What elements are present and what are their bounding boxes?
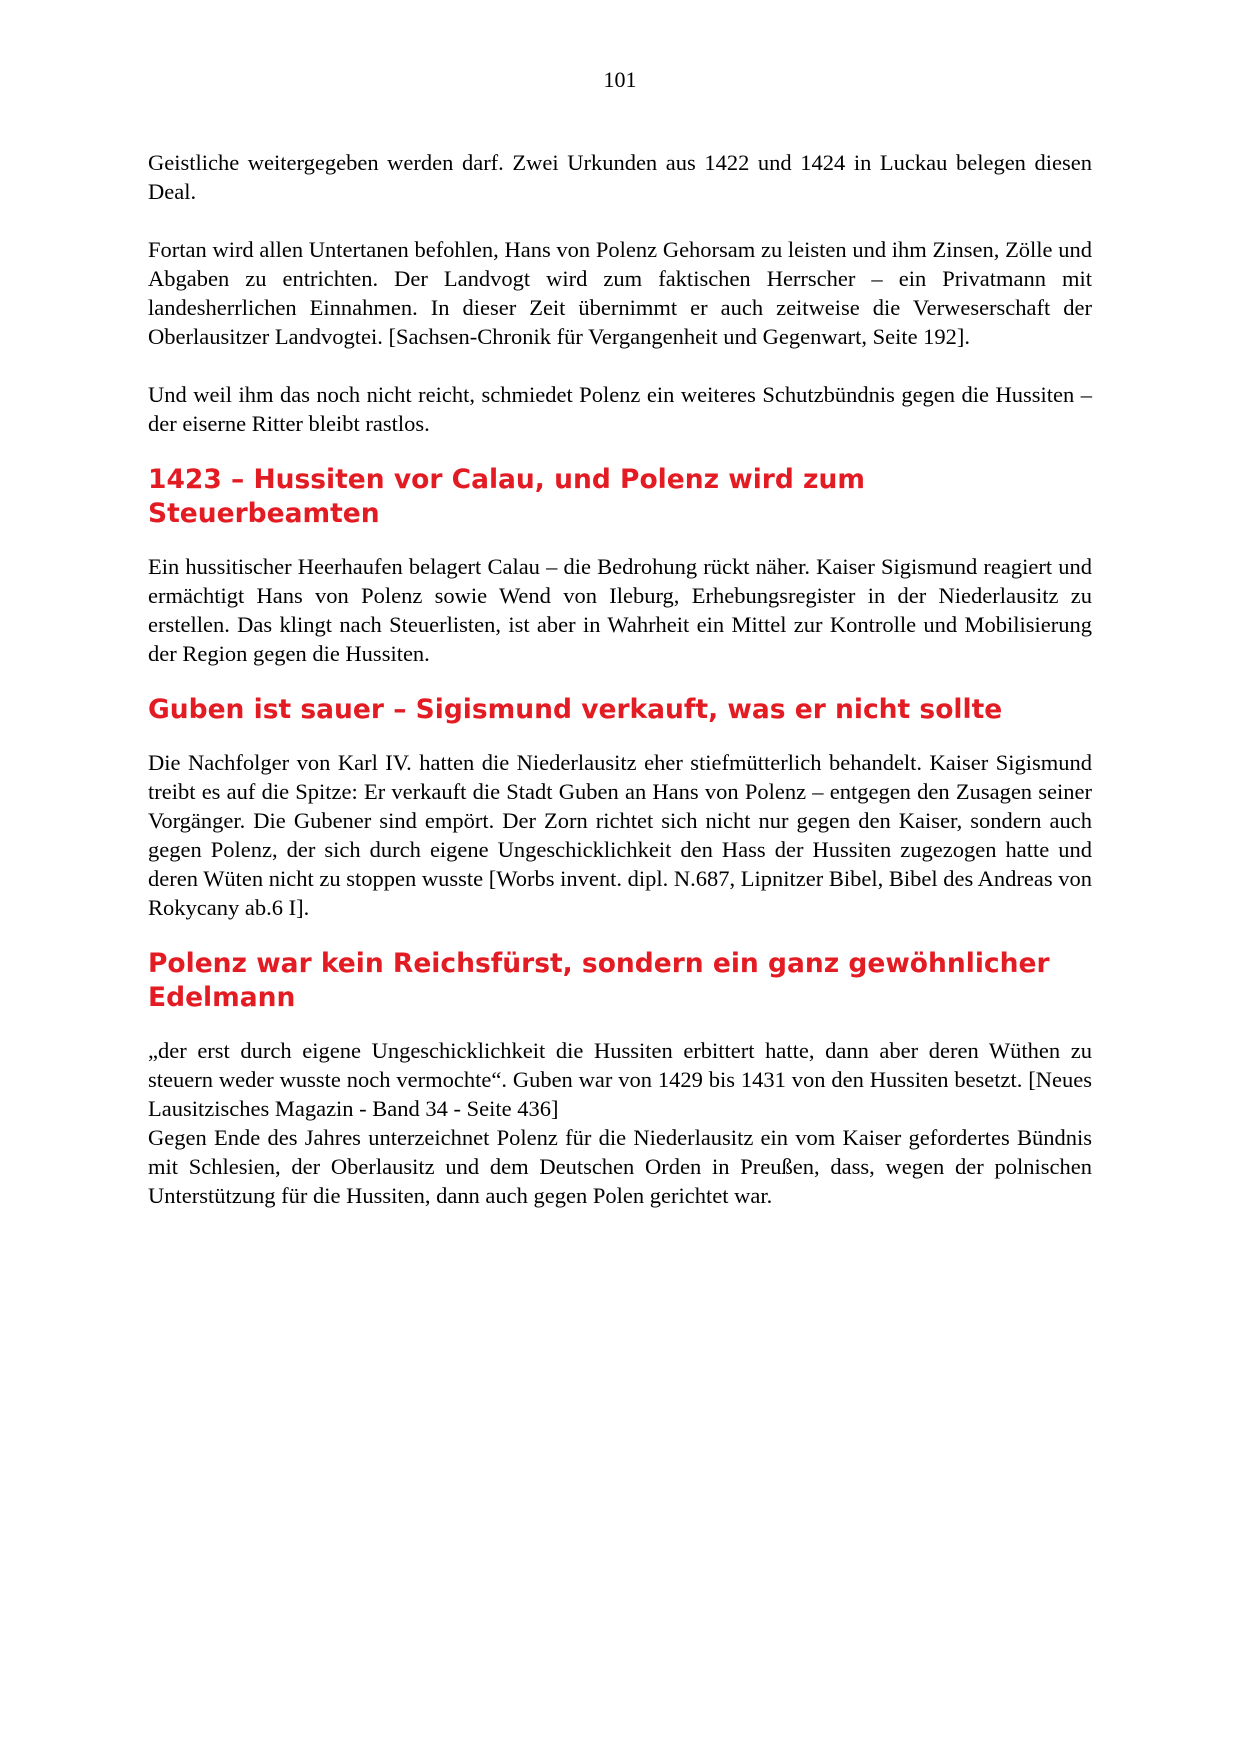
page-content bbox=[148, 148, 1092, 1210]
paragraph-urkunden: Geistliche weitergegeben werden darf. Zwei Urkunden aus 1422 und 1424 in Luckau belegen diesen Deal. bbox=[148, 150, 1092, 204]
paragraph-calau: Ein hussitischer Heerhaufen belagert Calau – die Bedrohung rückt näher. Kaiser Sigismund reagiert und ermächtigt Hans von Polenz sowie Wend von Ileburg, Erhebungsregister in der Niederlausitz zu erstellen. Das klingt nach Steuerlisten, ist aber in Wahrheit ein Mittel zur Kontrolle und Mobilisierung der Region gegen die Hussiten. bbox=[148, 554, 1092, 666]
paragraph-gap bbox=[148, 351, 1092, 380]
page-number: 101 bbox=[603, 67, 637, 92]
paragraph-guben: Die Nachfolger von Karl IV. hatten die Niederlausitz eher stiefmütterlich behandelt. Kaiser Sigismund treibt es auf die Spitze: Er verkauft die Stadt Guben an Hans von Polenz – entgegen den Zusagen seiner Vorgänger. Die Gubener sind empört. Der Zorn richtet sich nicht nur gegen den Kaiser, sondern auch gegen Polenz, der sich durch eigene Ungeschicklichkeit den Hass der Hussiten zugezogen hatte und deren Wüten nicht zu stoppen wusste [Worbs invent. dipl. N.687, Lipnitzer Bibel, Bibel des Andreas von Rokycany ab.6 I]. bbox=[148, 750, 1092, 920]
heading-1423-calau: 1423 – Hussiten vor Calau, und Polenz wird zum Steuerbeamten bbox=[148, 464, 865, 529]
paragraph-gap bbox=[148, 206, 1092, 235]
paragraph-untertanen: Fortan wird allen Untertanen befohlen, Hans von Polenz Gehorsam zu leisten und ihm Zinsen, Zölle und Abgaben zu entrichten. Der Landvogt wird zum faktischen Herrscher – ein Privatmann mit landesherrlichen Einnahmen. In dieser Zeit übernimmt er auch zeitweise die Verweserschaft der Oberlausitzer Landvogtei. [Sachsen-Chronik für Vergangenheit und Gegenwart, Seite 192]. bbox=[148, 237, 1092, 349]
heading-edelmann: Polenz war kein Reichsfürst, sondern ein ganz gewöhnlicher Edelmann bbox=[148, 948, 1050, 1013]
paragraph-buendnis: Gegen Ende des Jahres unterzeichnet Polenz für die Niederlausitz ein vom Kaiser gefordertes Bündnis mit Schlesien, der Oberlausitz und dem Deutschen Orden in Preußen, dass, wegen der polnischen Unterstützung für die Hussiten, dann auch gegen Polen gerichtet war. bbox=[148, 1125, 1092, 1208]
heading-guben: Guben ist sauer – Sigismund verkauft, was er nicht sollte bbox=[148, 694, 1003, 725]
paragraph-schutzbuendnis: Und weil ihm das noch nicht reicht, schmiedet Polenz ein weiteres Schutzbündnis gegen die Hussiten – der eiserne Ritter bleibt rastlos. bbox=[148, 382, 1092, 436]
paragraph-quote-hussiten: „der erst durch eigene Ungeschicklichkeit die Hussiten erbittert hatte, dann aber deren Wüthen zu steuern weder wusste noch vermochte“. Guben war von 1429 bis 1431 von den Hussiten besetzt. [Neues Lausitzisches Magazin - Band 34 - Seite 436] bbox=[148, 1038, 1092, 1121]
